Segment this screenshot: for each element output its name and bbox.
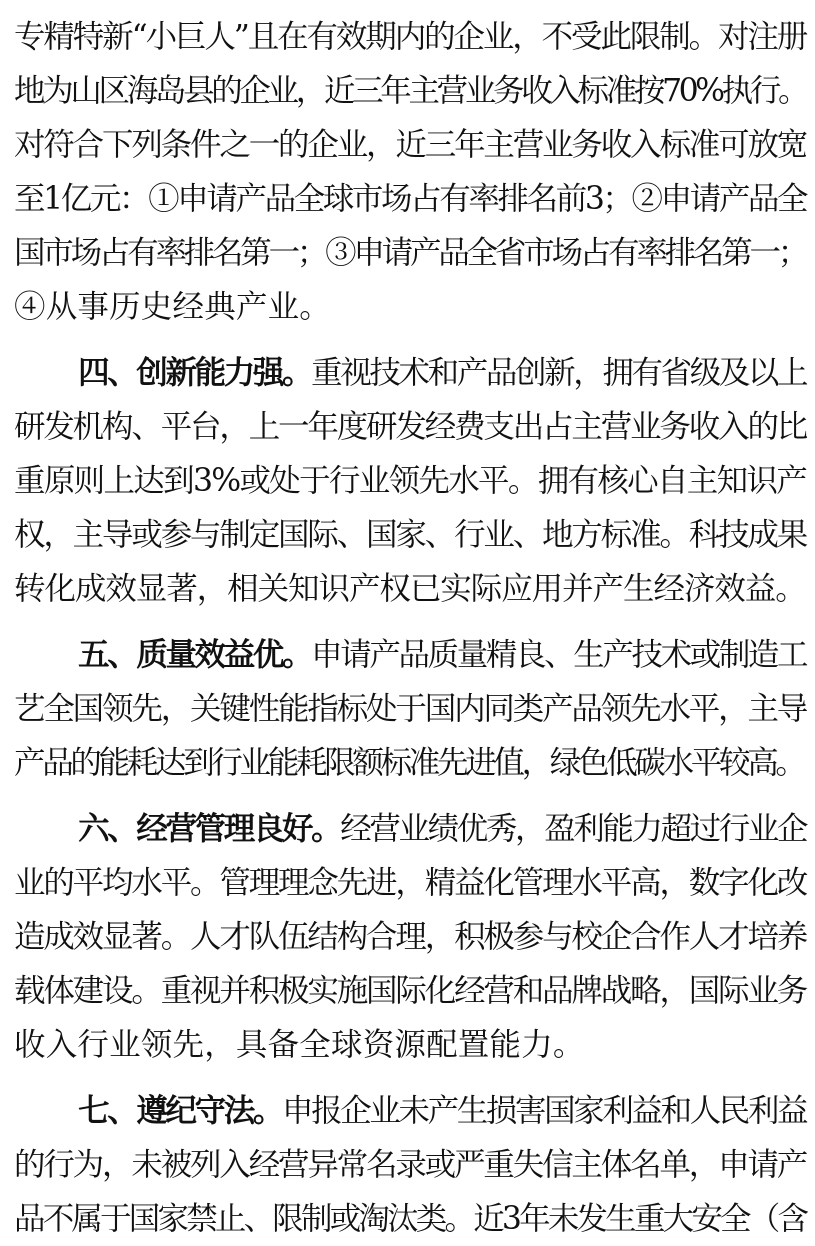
text-line: 国市场占有率排名第一；③申请产品全省市场占有率排名第一； <box>14 235 806 271</box>
text-line-with-heading <box>14 628 806 682</box>
text-line: 收入行业领先，具备全球资源配置能力。 <box>14 1027 585 1063</box>
text-line: 专精特新“小巨人”且在有效期内的企业，不受此限制。对注册 <box>14 19 806 55</box>
text-line: 业的平均水平。管理理念先进，精益化管理水平高，数字化改 <box>14 865 806 901</box>
text-run: 经营业绩优秀，盈利能力超过行业企 <box>340 811 806 847</box>
paragraph-management <box>14 802 806 1072</box>
text-line: 的行为，未被列入经营异常名录或严重失信主体名单，申请产 <box>14 1147 806 1183</box>
paragraph-innovation <box>14 346 806 616</box>
paragraph-compliance <box>14 1084 806 1246</box>
section-heading-innovation: 四、创新能力强。 <box>78 355 312 391</box>
text-line: 重原则上达到3%或处于行业领先水平。拥有核心自主知识产 <box>14 463 806 499</box>
text-line: 权，主导或参与制定国际、国家、行业、地方标准。科技成果 <box>14 517 806 553</box>
paragraph-eligibility-exemptions <box>14 10 806 334</box>
text-line: 地为山区海岛县的企业，近三年主营业务收入标准按70%执行。 <box>14 73 806 109</box>
text-run: 重视技术和产品创新，拥有省级及以上 <box>311 355 807 391</box>
text-line: 对符合下列条件之一的企业，近三年主营业务收入标准可放宽 <box>14 127 806 163</box>
text-line: ④从事历史经典产业。 <box>14 289 332 325</box>
document-body <box>14 0 806 1246</box>
text-line: 至1亿元：①申请产品全球市场占有率排名前3；②申请产品全 <box>14 181 806 217</box>
text-line: 艺全国领先，关键性能指标处于国内同类产品领先水平，主导 <box>14 691 806 727</box>
text-line: 载体建设。重视并积极实施国际化经营和品牌战略，国际业务 <box>14 973 806 1009</box>
text-run: 申请产品质量精良、生产技术或制造工 <box>311 637 807 673</box>
section-heading-quality: 五、质量效益优。 <box>78 637 312 673</box>
text-line: 品不属于国家禁止、限制或淘汰类。近3年未发生重大安全（含 <box>14 1201 807 1237</box>
text-run: 申报企业未产生损害国家利益和人民利益 <box>282 1093 806 1129</box>
paragraph-quality <box>14 628 806 790</box>
text-line: 产品的能耗达到行业能耗限额标准先进值，绿色低碳水平较高。 <box>14 745 804 781</box>
text-line: 造成效显著。人才队伍结构合理，积极参与校企合作人才培养 <box>14 919 806 955</box>
text-line: 转化成效显著，相关知识产权已实际应用并产生经济效益。 <box>14 571 806 607</box>
text-line-with-heading <box>14 802 806 856</box>
section-heading-compliance: 七、遵纪守法。 <box>78 1093 283 1129</box>
text-line-with-heading <box>14 346 806 400</box>
section-heading-management: 六、经营管理良好。 <box>78 811 341 847</box>
text-line-with-heading <box>14 1084 806 1138</box>
text-line: 研发机构、平台，上一年度研发经费支出占主营业务收入的比 <box>14 409 806 445</box>
